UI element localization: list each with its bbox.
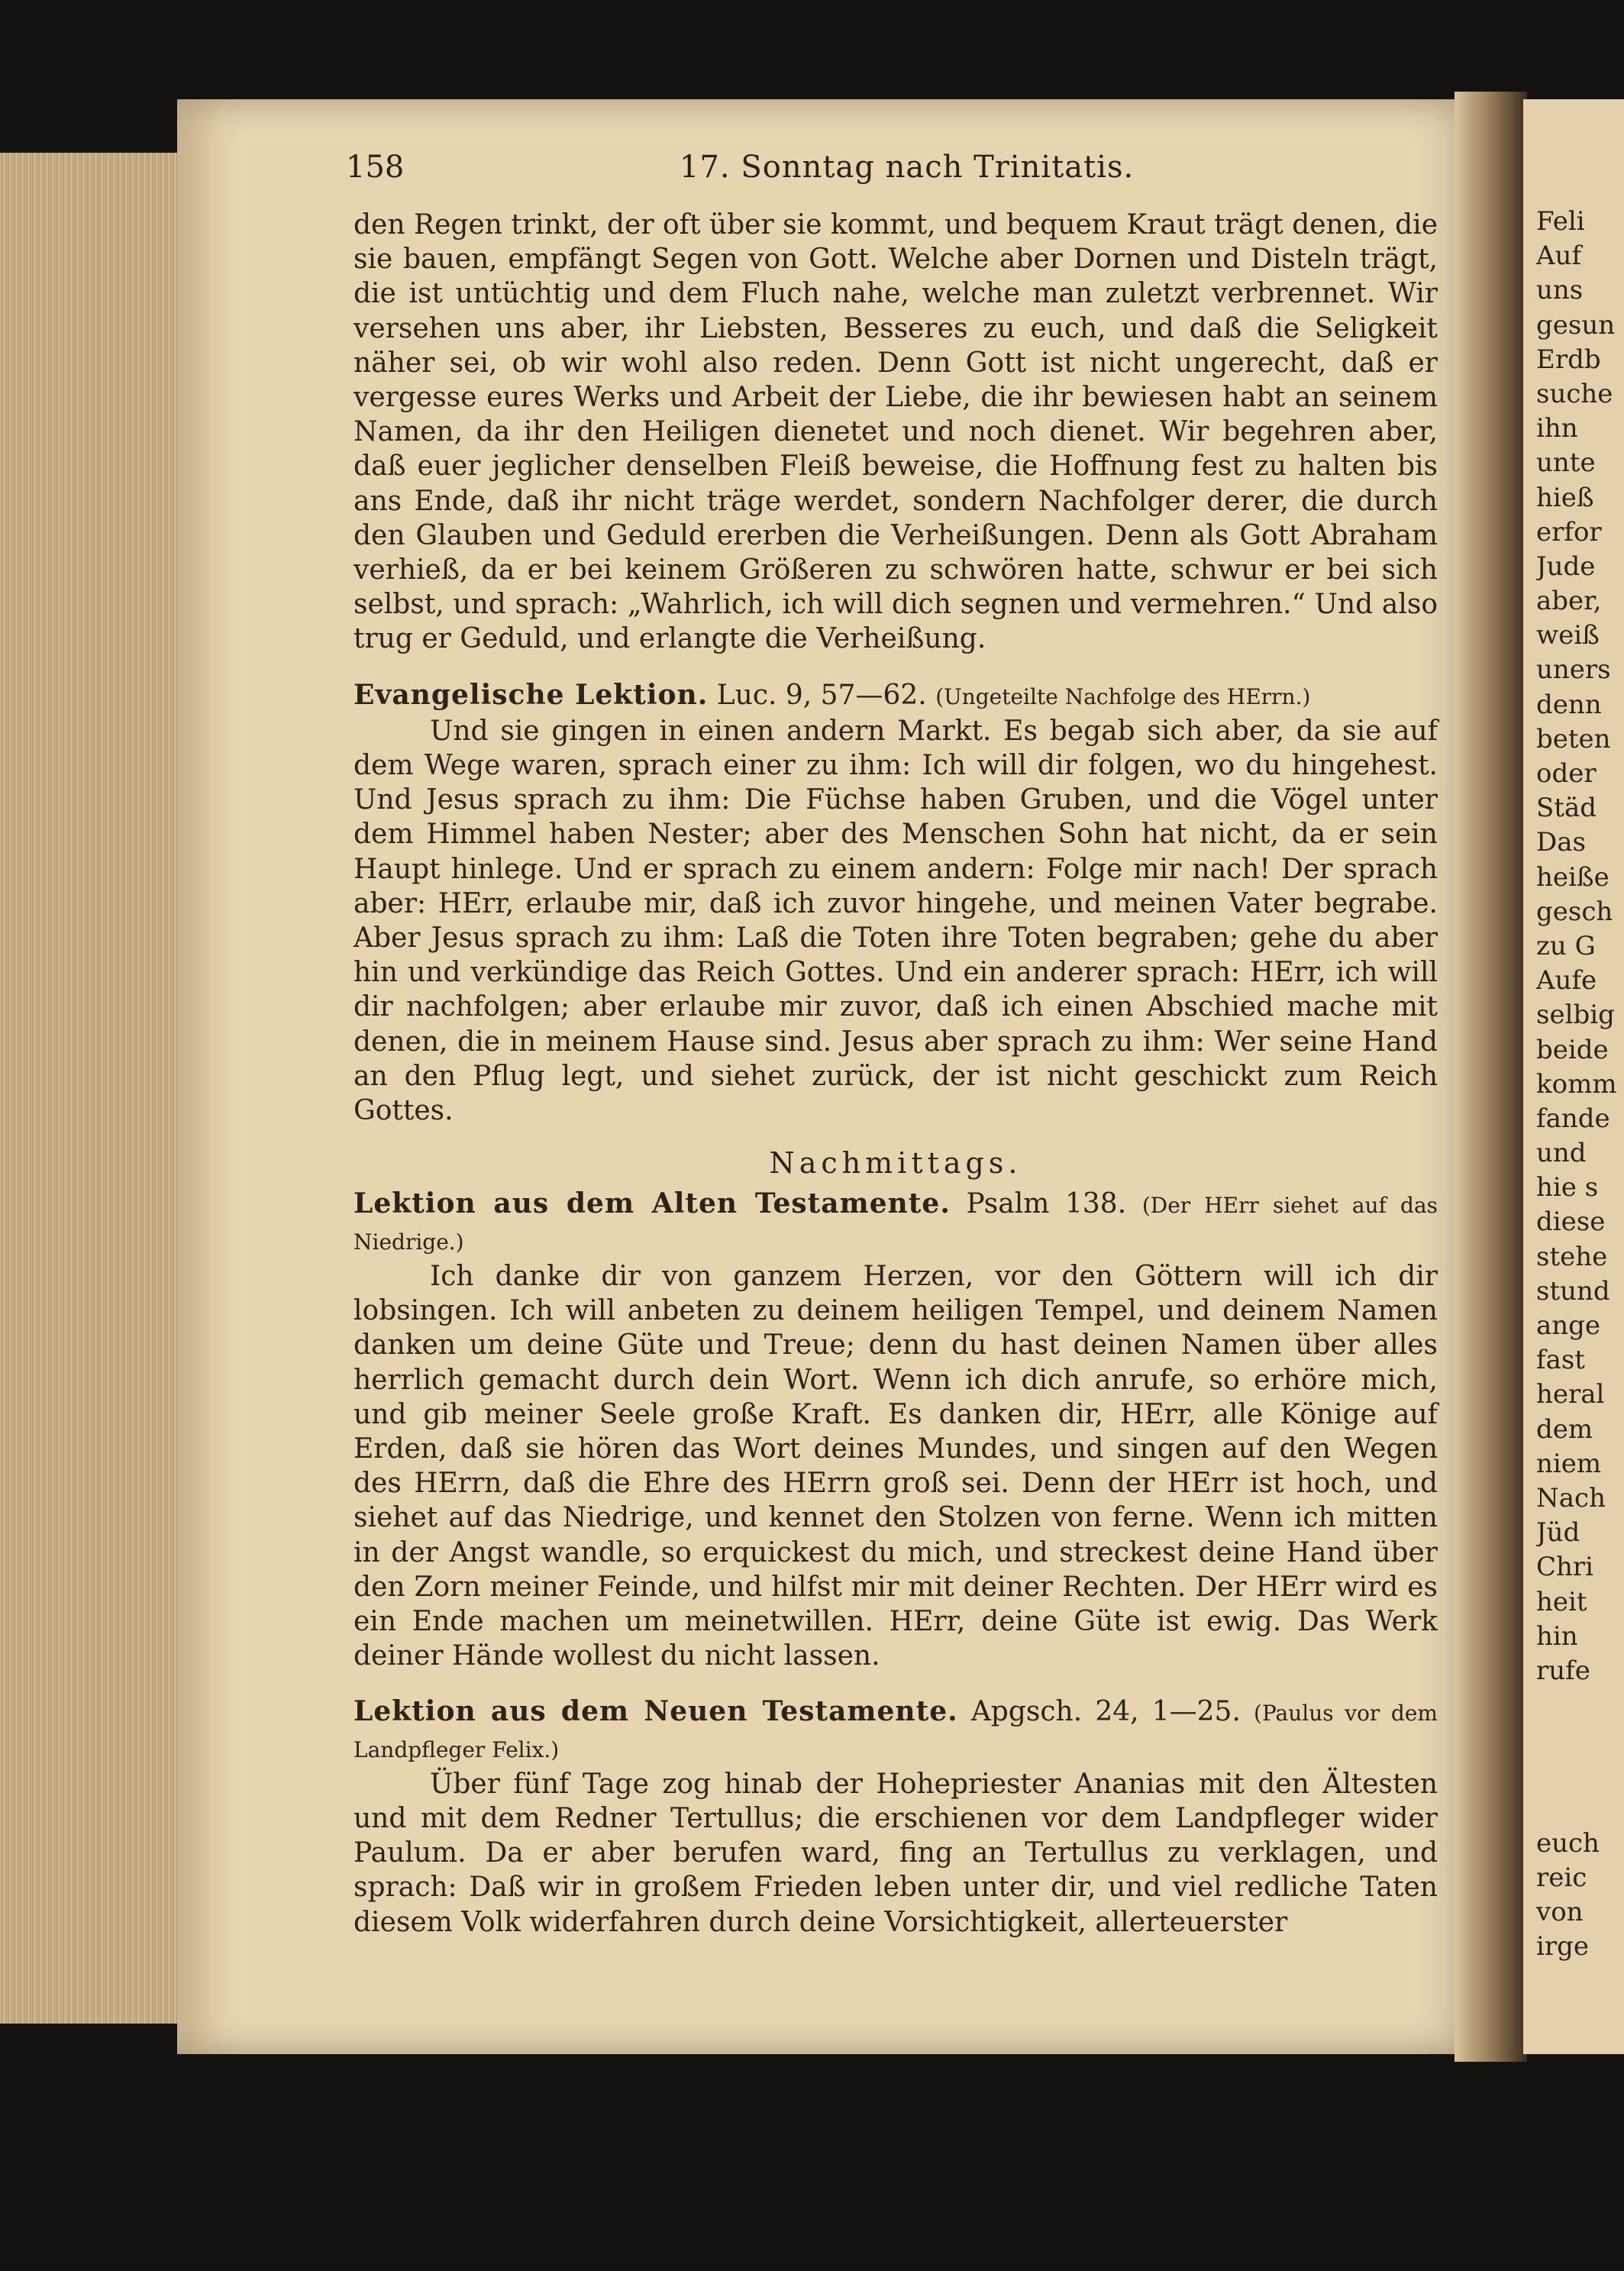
facing-line: Chri bbox=[1536, 1552, 1594, 1583]
section-heading: Nachmittags. bbox=[769, 1146, 1022, 1181]
facing-line: suche bbox=[1536, 378, 1613, 409]
facing-line: ihn bbox=[1536, 413, 1578, 444]
heading-ref: Psalm 138. bbox=[966, 1188, 1127, 1220]
facing-line: zu G bbox=[1536, 930, 1596, 961]
facing-line: oder bbox=[1536, 758, 1597, 789]
facing-line: Städ bbox=[1536, 793, 1597, 824]
facing-line: Das bbox=[1536, 827, 1586, 858]
facing-line: heit bbox=[1536, 1586, 1587, 1617]
ot-heading bbox=[354, 1187, 1438, 1258]
facing-line: erfor bbox=[1536, 516, 1602, 548]
facing-line: irge bbox=[1536, 1931, 1590, 1962]
facing-line: fande bbox=[1536, 1103, 1610, 1134]
facing-line: Auf bbox=[1536, 241, 1582, 272]
facing-line: fast bbox=[1536, 1345, 1585, 1376]
facing-line: hie s bbox=[1536, 1172, 1599, 1203]
heading-ref: Luc. 9, 57—62. bbox=[716, 679, 927, 711]
facing-line: reic bbox=[1536, 1862, 1587, 1893]
facing-line: heiße bbox=[1536, 861, 1609, 893]
facing-line: rufe bbox=[1536, 1655, 1590, 1686]
facing-line: und bbox=[1536, 1138, 1587, 1169]
facing-line: uns bbox=[1536, 275, 1584, 306]
facing-line bbox=[1536, 1757, 1624, 1791]
facing-line: ange bbox=[1536, 1310, 1601, 1341]
facing-line: Erdb bbox=[1536, 344, 1601, 375]
facing-line: uners bbox=[1536, 654, 1611, 686]
facing-line: hin bbox=[1536, 1620, 1578, 1652]
facing-line: diese bbox=[1536, 1207, 1606, 1238]
facing-line: dem bbox=[1536, 1413, 1593, 1445]
facing-line: euch bbox=[1536, 1827, 1600, 1859]
facing-line: selbig bbox=[1536, 1000, 1615, 1031]
heading-title: Lektion aus dem Alten Testamente. bbox=[354, 1187, 951, 1220]
facing-line: weiß bbox=[1536, 620, 1600, 651]
facing-line: stehe bbox=[1536, 1241, 1608, 1272]
facing-line: beten bbox=[1536, 723, 1611, 754]
facing-line: Jude bbox=[1536, 551, 1596, 582]
facing-line bbox=[1536, 1723, 1624, 1757]
facing-line: Nach bbox=[1536, 1482, 1606, 1513]
ot-text: Ich danke dir von ganzem Herzen, vor den Göttern will ich dir lobsingen. Ich will anbeten zu deinem heiligen Tempel, und deinem Namen danken um deine Güte und Treue; denn du hast deinen Namen über alles herrlich gemacht durch dein Wort. Wenn ich dich anrufe, so erhöre mich, und gib meiner Seele große Kraft. Es danken dir, HErr, alle Könige auf Erden, daß sie hören das Wort deines Mundes, und singen auf den Wegen des HErrn, daß die Ehre des HErrn groß sei. Denn der HErr ist hoch, und siehet auf das Niedrige, und kennet den Stolzen von ferne. Wenn ich mitten in der Angst wandle, so erquickest du mich, und streckest deine Hand über den Zorn meiner Feinde, und hilfst mir mit deiner Rechten. Der HErr wird es ein Ende machen um meinetwillen. HErr, deine Güte ist ewig. Das Werk deiner Hände wollest du nicht lassen. bbox=[354, 1260, 1438, 1672]
nt-text: Über fünf Tage zog hinab der Hohepriester Ananias mit den Ältesten und mit dem Redner Tertullus; die erschienen vor dem Landpfleger wider Paulum. Da er aber berufen ward, fing an Tertullus zu verklagen, und sprach: Daß wir in großem Frieden leben unter dir, und viel redliche Taten diesem Volk widerfahren durch deine Vorsichtigkeit, allerteuerster bbox=[354, 1768, 1438, 1938]
facing-line: gesun bbox=[1536, 309, 1616, 341]
facing-line: Jüd bbox=[1536, 1517, 1580, 1549]
heading-ref: Apgsch. 24, 1—25. bbox=[970, 1696, 1241, 1728]
running-head: 17. Sonntag nach Trinitatis. bbox=[680, 150, 1135, 185]
facing-line: Feli bbox=[1536, 206, 1585, 237]
facing-line bbox=[1536, 1792, 1624, 1827]
facing-line: denn bbox=[1536, 689, 1602, 720]
gospel-heading bbox=[354, 678, 1438, 714]
book-gutter bbox=[1454, 92, 1527, 2062]
facing-line: unte bbox=[1536, 447, 1596, 479]
heading-note: (Der HErr siehet auf das Niedrige.) bbox=[354, 1193, 1438, 1255]
facing-page-text bbox=[1536, 205, 1624, 1965]
facing-line: niem bbox=[1536, 1448, 1602, 1479]
facing-line: von bbox=[1536, 1897, 1584, 1928]
facing-line bbox=[1536, 1688, 1624, 1723]
page-body bbox=[354, 208, 1438, 1940]
page-number: 158 bbox=[346, 150, 405, 185]
nt-heading bbox=[354, 1694, 1438, 1766]
facing-line: Aufe bbox=[1536, 965, 1597, 997]
facing-line: stund bbox=[1536, 1275, 1610, 1307]
facing-line: gesch bbox=[1536, 896, 1613, 927]
epistle-continuation: den Regen trinkt, der oft über sie kommt, und bequem Kraut trägt denen, die sie bauen, empfängt Segen von Gott. Welche aber Dornen und Disteln trägt, die ist untüchtig und dem Fluch nahe, welche man zuletzt verbrennet. Wir versehen uns aber, ihr Liebsten, Besseres zu euch, und daß die Seligkeit näher sei, ob wir wohl also reden. Denn Gott ist nicht ungerecht, daß er vergesse eures Werks und Arbeit der Liebe, die ihr bewiesen habt an seinem Namen, da ihr den Heiligen dienetet und noch dienet. Wir begehren aber, daß euer jeglicher denselben Fleiß beweise, die Hoffnung fest zu halten bis ans Ende, daß ihr nicht träge werdet, sondern Nachfolger derer, die durch den Glauben und Geduld ererben die Verheißungen. Denn als Gott Abraham verhieß, da er bei keinem Größeren zu schwören hatte, schwur er bei sich selbst, und sprach: „Wahrlich, ich will dich segnen und vermehren.“ Und also trug er Geduld, und erlangte die Verheißung. bbox=[354, 209, 1438, 655]
facing-line: heral bbox=[1536, 1379, 1605, 1410]
gospel-text: Und sie gingen in einen andern Markt. Es begab sich aber, da sie auf dem Wege waren, sprach einer zu ihm: Ich will dir folgen, wo du hingehest. Und Jesus sprach zu ihm: Die Füchse haben Gruben, und die Vögel unter dem Himmel haben Nester; aber des Menschen Sohn hat nicht, da er sein Haupt hinlege. Und er sprach zu einem andern: Folge mir nach! Der sprach aber: HErr, erlaube mir, daß ich zuvor hingehe, und meinen Vater begrabe. Aber Jesus sprach zu ihm: Laß die Toten ihre Toten begraben; gehe du aber hin und verkündige das Reich Gottes. Und ein anderer sprach: HErr, ich will dir nachfolgen; aber erlaube mir zuvor, daß ich einen Abschied mache mit denen, die in meinem Hause sind. Jesus aber sprach zu ihm: Wer seine Hand an den Pflug legt, und siehet zurück, der ist nicht geschickt zum Reich Gottes. bbox=[354, 715, 1438, 1127]
heading-title: Lektion aus dem Neuen Testamente. bbox=[354, 1695, 958, 1728]
facing-line: hieß bbox=[1536, 482, 1594, 513]
facing-line: aber, bbox=[1536, 586, 1602, 617]
heading-note: (Paulus vor dem Landpfleger Felix.) bbox=[354, 1701, 1438, 1762]
heading-title: Evangelische Lektion. bbox=[354, 678, 709, 711]
heading-note: (Ungeteilte Nachfolge des HErrn.) bbox=[935, 683, 1311, 709]
facing-line: komm bbox=[1536, 1068, 1617, 1100]
facing-line: beide bbox=[1536, 1034, 1609, 1065]
page-edges bbox=[0, 153, 191, 2024]
